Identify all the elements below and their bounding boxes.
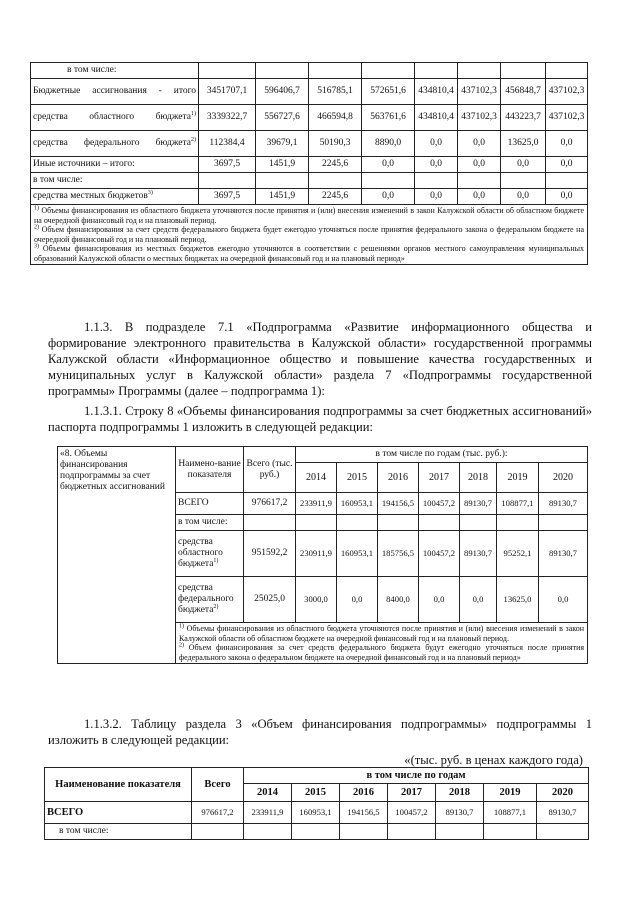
footnote-mark: 3)	[147, 189, 153, 196]
row-label: в том числе:	[45, 824, 192, 840]
table-cell: 976617,2	[244, 493, 296, 515]
table-cell: 437102,3	[546, 79, 588, 105]
footnote-mark: 3)	[34, 243, 39, 250]
row-label	[176, 577, 244, 623]
year-header: 2020	[537, 784, 589, 802]
footnote	[34, 244, 584, 263]
table-cell: 3339322,7	[199, 105, 256, 131]
table-cell: 89130,7	[460, 493, 497, 515]
table-cell	[501, 173, 546, 189]
table-cell: 160953,1	[337, 493, 378, 515]
table-cell: 50190,3	[309, 131, 362, 157]
table-cell	[244, 824, 292, 840]
table-cell: 456848,7	[501, 79, 546, 105]
table-cell: 596406,7	[256, 79, 309, 105]
table-cell: 0,0	[415, 131, 458, 157]
column-header-total: Всего (тыс. руб.)	[244, 447, 296, 493]
table-row	[31, 173, 588, 189]
footnotes-cell	[31, 205, 588, 265]
table-cell	[415, 173, 458, 189]
table-cell: 89130,7	[460, 531, 497, 577]
table-row	[45, 802, 589, 824]
footnote	[34, 225, 584, 244]
footnote-text: Объемы финансирования из областного бюджета уточняются после принятия и (или) внесения изменений в закон Калужской области об областном бюджете на очередной финансовый год и на плановый период.	[179, 624, 585, 643]
column-header-name: Наимено-вание показателя	[176, 447, 244, 493]
row-label-text: средства федерального бюджета	[33, 138, 191, 148]
footnote-mark: 1)	[213, 557, 219, 564]
table-cell: 100457,2	[419, 493, 460, 515]
table-cell	[501, 63, 546, 79]
table-cell: 434810,4	[415, 105, 458, 131]
table-cell	[199, 63, 256, 79]
table-cell	[362, 63, 415, 79]
table-cell	[192, 824, 244, 840]
row-label-text: средства местных бюджетов	[33, 191, 148, 201]
table-cell: 89130,7	[539, 493, 588, 515]
column-header-name: Наименование показателя	[45, 768, 192, 802]
table-cell	[546, 173, 588, 189]
table-cell: 0,0	[501, 189, 546, 205]
table-cell: 8400,0	[378, 577, 419, 623]
column-header-total: Всего	[192, 768, 244, 802]
year-header: 2014	[244, 784, 292, 802]
table-cell: 194156,5	[340, 802, 388, 824]
row-label	[31, 189, 199, 205]
passport-section-label: «8. Объемы финансирования подпрограммы за счет бюджетных ассигнований	[58, 447, 176, 664]
table-row	[31, 189, 588, 205]
table-cell: 185756,5	[378, 531, 419, 577]
table-row	[31, 157, 588, 173]
table-cell: 0,0	[415, 189, 458, 205]
paragraph-1-1-3-1: 1.1.3.1. Строку 8 «Объемы финансирования подпрограммы за счет бюджетных ассигнований» паспорта подпрограммы 1 изложить в следующей редакции:	[48, 404, 592, 434]
row-label	[31, 131, 199, 157]
table-cell: 3697,5	[199, 157, 256, 173]
table-cell	[539, 515, 588, 531]
table-cell: 0,0	[501, 157, 546, 173]
table-cell: 8890,0	[362, 131, 415, 157]
table-cell	[460, 515, 497, 531]
table-cell: 0,0	[546, 157, 588, 173]
row-label-text: Бюджетные ассигнования - итого	[33, 86, 196, 96]
year-header: 2018	[436, 784, 484, 802]
table-cell	[458, 173, 501, 189]
table-cell: 556727,6	[256, 105, 309, 131]
row-label: ВСЕГО	[45, 802, 192, 824]
table-cell: 443223,7	[501, 105, 546, 131]
table-cell: 437102,3	[458, 105, 501, 131]
table-cell: 0,0	[362, 157, 415, 173]
column-header-years-group: в том числе по годам	[244, 768, 589, 784]
footnote	[179, 624, 584, 643]
row-label-text: в том числе:	[178, 517, 228, 527]
table-cell: 1451,9	[256, 189, 309, 205]
table-cell: 0,0	[460, 577, 497, 623]
footnotes-cell	[176, 623, 588, 664]
year-header: 2017	[388, 784, 436, 802]
year-header: 2017	[419, 463, 460, 493]
table-cell: 108877,1	[497, 493, 539, 515]
footnote-mark: 2)	[34, 224, 39, 231]
row-label	[31, 173, 199, 189]
table-cell	[497, 515, 539, 531]
table-cell: 25025,0	[244, 577, 296, 623]
table-cell: 572651,6	[362, 79, 415, 105]
footnotes-row	[31, 205, 588, 265]
table-cell	[362, 173, 415, 189]
table-cell	[256, 63, 309, 79]
table-cell	[537, 824, 589, 840]
table-cell	[388, 824, 436, 840]
table-row	[45, 824, 589, 840]
footnote-mark: 1)	[34, 205, 39, 212]
row-label	[31, 79, 199, 105]
year-header: 2016	[340, 784, 388, 802]
table-cell	[199, 173, 256, 189]
row-label-text: ВСЕГО	[178, 498, 209, 508]
year-header: 2019	[497, 463, 539, 493]
table-cell: 434810,4	[415, 79, 458, 105]
row-label-text: в том числе:	[33, 175, 83, 185]
table-cell: 3000,0	[296, 577, 337, 623]
table-cell: 100457,2	[388, 802, 436, 824]
table-cell	[378, 515, 419, 531]
table-cell	[309, 63, 362, 79]
table-row	[31, 105, 588, 131]
row-label	[176, 531, 244, 577]
year-header: 2014	[296, 463, 337, 493]
table-cell: 230911,9	[296, 531, 337, 577]
table-cell: 89130,7	[537, 802, 589, 824]
table-row	[31, 131, 588, 157]
table-cell: 160953,1	[337, 531, 378, 577]
table-row	[31, 63, 588, 79]
table-cell	[419, 515, 460, 531]
table-cell: 516785,1	[309, 79, 362, 105]
table-cell: 976617,2	[192, 802, 244, 824]
footnote-mark: 1)	[191, 110, 196, 117]
table-cell	[415, 63, 458, 79]
footnote-text: Объем финансирования за счет средств федерального бюджета будут ежегодно уточняться после принятия федерального закона о федеральном бюджете на очередной финансовый год и на плановый период»	[179, 643, 585, 662]
table-cell	[309, 173, 362, 189]
year-header: 2018	[460, 463, 497, 493]
table-cell: 437102,3	[458, 79, 501, 105]
table-cell	[436, 824, 484, 840]
table-cell: 100457,2	[419, 531, 460, 577]
table-cell: 3697,5	[199, 189, 256, 205]
table-cell	[458, 63, 501, 79]
table-cell: 0,0	[458, 189, 501, 205]
table-cell	[484, 824, 537, 840]
table-cell: 89130,7	[436, 802, 484, 824]
table-cell: 112384,4	[199, 131, 256, 157]
year-header: 2020	[539, 463, 588, 493]
table-cell: 89130,7	[539, 531, 588, 577]
table-cell: 0,0	[415, 157, 458, 173]
table-cell	[256, 173, 309, 189]
funding-table-continuation	[30, 62, 588, 265]
table-cell: 39679,1	[256, 131, 309, 157]
table-cell: 2245,6	[309, 157, 362, 173]
table-cell	[337, 515, 378, 531]
table-cell: 1451,9	[256, 157, 309, 173]
row-label-text: Иные источники – итого:	[33, 159, 135, 169]
table-cell: 466594,8	[309, 105, 362, 131]
row-label	[31, 105, 199, 131]
year-header: 2015	[337, 463, 378, 493]
table-cell: 194156,5	[378, 493, 419, 515]
table-row	[31, 79, 588, 105]
table-cell	[244, 515, 296, 531]
table-cell	[292, 824, 340, 840]
table-cell: 160953,1	[292, 802, 340, 824]
table-cell: 2245,6	[309, 189, 362, 205]
footnote-text: Объемы финансирования из местных бюджетов ежегодно уточняются в соответствии с решениями органов местного самоуправления муниципальных образований Калужской области о местных бюджетах на очередной финансовый год и на плановый период»	[34, 244, 585, 263]
table-cell: 108877,1	[484, 802, 537, 824]
table-cell: 951592,2	[244, 531, 296, 577]
footnote	[34, 206, 584, 225]
table-cell: 0,0	[458, 131, 501, 157]
table-cell: 233911,9	[296, 493, 337, 515]
table-cell: 0,0	[546, 189, 588, 205]
footnote-mark: 1)	[179, 623, 184, 630]
footnote-text: Объемы финансирования из областного бюджета уточняются после принятия и (или) внесения изменений в закон Калужской области об областном бюджете на очередной финансовый год и на плановый период.	[34, 206, 584, 225]
table-cell: 437102,3	[546, 105, 588, 131]
table-cell: 0,0	[546, 131, 588, 157]
table-cell: 0,0	[337, 577, 378, 623]
footnote-mark: 2)	[179, 642, 184, 649]
year-header: 2015	[292, 784, 340, 802]
table-cell: 0,0	[458, 157, 501, 173]
row-label-text: средства областного бюджета	[178, 537, 223, 569]
row-label	[176, 493, 244, 515]
table-cell: 0,0	[362, 189, 415, 205]
table-cell: 95252,1	[497, 531, 539, 577]
table-cell: 563761,6	[362, 105, 415, 131]
footnote-mark: 2)	[191, 136, 196, 143]
subprogram-funding-table	[44, 767, 589, 840]
table-cell	[296, 515, 337, 531]
row-label-text: средства областного бюджета	[33, 112, 191, 122]
footnote-text: Объем финансирования за счет средств федерального бюджета будет ежегодно уточняться после принятия федерального закона о федеральном бюджете на очередной финансовый год и на плановый период.	[34, 225, 585, 244]
table-cell: 233911,9	[244, 802, 292, 824]
column-header-years-group: в том числе по годам (тыс. руб.):	[296, 447, 588, 463]
year-header: 2016	[378, 463, 419, 493]
table-cell: 13625,0	[501, 131, 546, 157]
row-label	[31, 157, 199, 173]
paragraph-1-1-3: 1.1.3. В подразделе 7.1 «Подпрограмма «Развитие информационного общества и формирование электронного правительства в Калужской области» государственной программы Калужской области «Информационное общество и повышение качества государственных и муниципальных услуг в Калужской области» раздела 7 «Подпрограммы государственной программы» Программы (далее – подпрограмма 1):	[48, 320, 592, 398]
footnote	[179, 643, 584, 662]
passport-row-8-table	[57, 446, 588, 664]
units-note: «(тыс. руб. в ценах каждого года)	[404, 753, 583, 767]
row-label	[31, 63, 199, 79]
row-label-text: в том числе:	[67, 65, 117, 75]
footnote-mark: 2)	[213, 603, 219, 610]
table-cell: 3451707,1	[199, 79, 256, 105]
table-cell	[340, 824, 388, 840]
table-cell: 13625,0	[497, 577, 539, 623]
table-cell: 0,0	[539, 577, 588, 623]
paragraph-1-1-3-2: 1.1.3.2. Таблицу раздела 3 «Объем финансирования подпрограммы» подпрограммы 1 изложить в следующей редакции:	[48, 717, 592, 747]
year-header: 2019	[484, 784, 537, 802]
table-cell	[546, 63, 588, 79]
table-cell: 0,0	[419, 577, 460, 623]
row-label-text: средства федерального бюджета	[178, 583, 234, 615]
row-label	[176, 515, 244, 531]
